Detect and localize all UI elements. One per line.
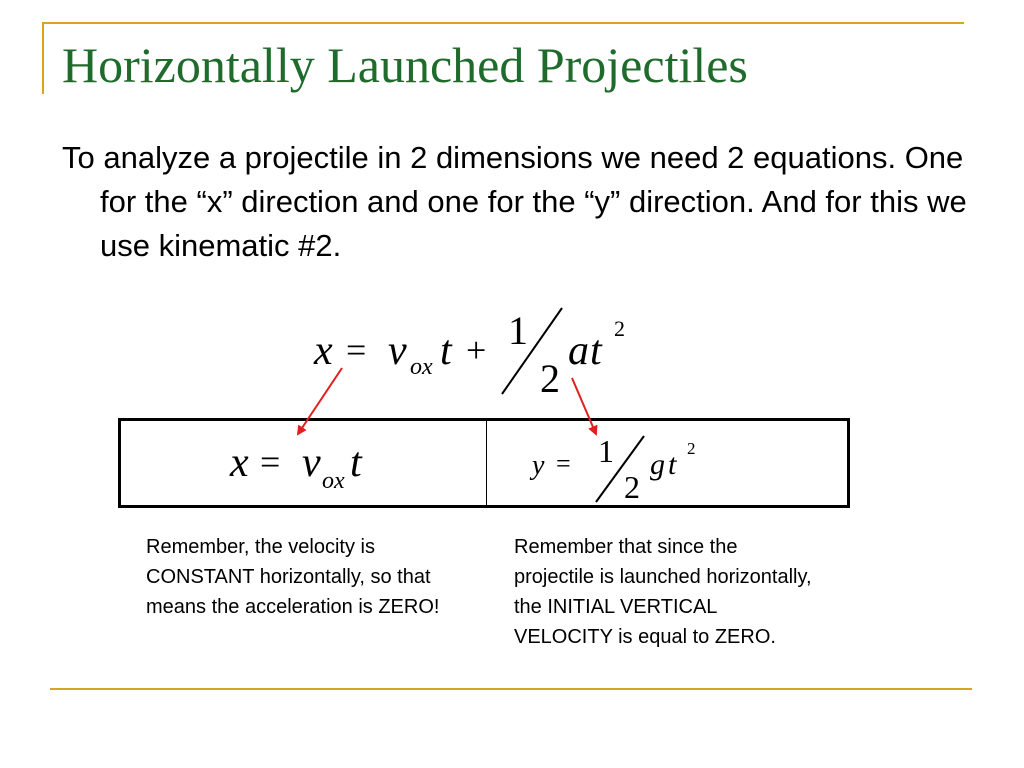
right-eq-t: t <box>668 448 677 481</box>
left-eq-v: v <box>302 440 321 486</box>
main-eq-a: a <box>568 328 589 374</box>
intro-paragraph: To analyze a projectile in 2 dimensions we need 2 equations. One for the “x” direction and one for the “y” direction. And for this we use kinematic #2. <box>62 140 967 263</box>
main-eq-t: t <box>440 328 452 374</box>
left-eq-t: t <box>350 440 362 486</box>
main-eq-plus: + <box>466 330 487 370</box>
main-eq-lhs: x <box>314 328 333 374</box>
left-eq-lhs: x <box>230 440 249 486</box>
note-left: Remember, the velocity is CONSTANT horizontally, so that means the acceleration is ZERO! <box>146 536 440 618</box>
main-eq-t2: t <box>590 328 602 374</box>
slide-title: Horizontally Launched Projectiles <box>62 37 748 93</box>
right-eq-g: g <box>650 448 665 481</box>
main-eq-equals: = <box>346 330 367 370</box>
main-eq-denominator: 2 <box>540 356 560 401</box>
left-eq-equals: = <box>260 442 281 482</box>
right-eq-exponent: 2 <box>687 439 696 458</box>
main-eq-subscript: ox <box>410 354 433 380</box>
main-eq-numerator: 1 <box>508 308 528 353</box>
right-eq-denominator: 2 <box>624 469 640 505</box>
arrow-left <box>298 368 342 434</box>
main-eq-v: v <box>388 328 407 374</box>
right-eq-lhs: y <box>532 450 545 481</box>
note-right: Remember that since the projectile is launched horizontally, the INITIAL VERTICAL VELOCITY is equal to ZERO. <box>514 536 812 648</box>
frame-bottom-line <box>50 688 972 690</box>
main-eq-exponent: 2 <box>614 316 625 341</box>
arrow-right <box>572 378 596 434</box>
left-eq-subscript: ox <box>322 468 345 494</box>
right-eq-numerator: 1 <box>598 433 614 469</box>
right-eq-equals: = <box>556 449 571 478</box>
